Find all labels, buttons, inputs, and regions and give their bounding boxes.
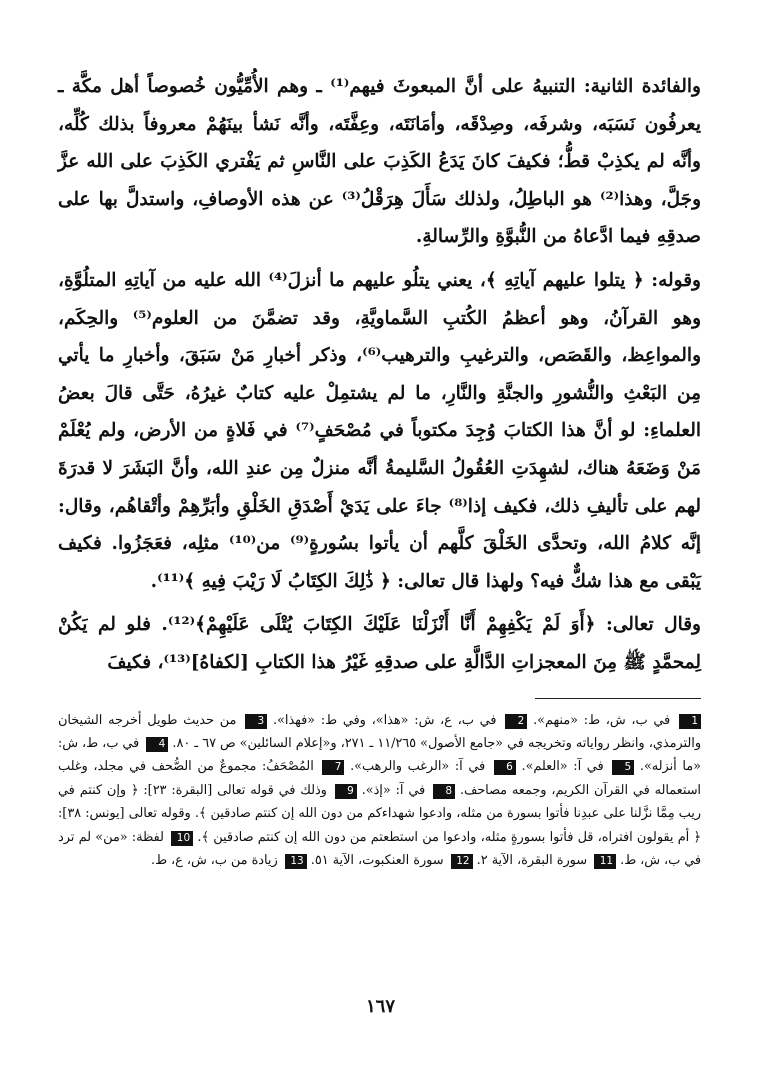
footnote-text: في آ: «إذ». — [361, 782, 426, 798]
footnote-number: 13 — [285, 854, 307, 869]
footnote-number: 3 — [245, 714, 267, 729]
footnote — [357, 783, 455, 798]
footnote-separator — [535, 698, 701, 699]
footnote-text: وذلك في قوله تعالى [البقرة: ٢٣]: ﴿ وإن كنتم في ريب مِمَّا نزَّلنا على عبدِنا فأتوا بسورة من مثله، وادعوا شهداءكم من دون الله إن كنتم صادقين ﴾. وقوله تعالى [يونس: ٣٨]: ﴿ أم يقولون افتراه، قل فأتوا بسورةٍ مثله، وادعوا من استطعتم من دون الله إن كنتم صادقين ﴾. — [58, 782, 701, 845]
footnote — [151, 853, 307, 868]
footnote-text: في آ: «العلم». — [521, 759, 604, 775]
footnote — [267, 713, 527, 728]
footnote-text: سورة البقرة، الآية ٢. — [476, 852, 588, 868]
footnote — [527, 713, 701, 728]
footnote-text: زيادة من ب، ش، ع، ط. — [151, 852, 278, 868]
page-number: ١٦٧ — [365, 996, 395, 1017]
footnote — [344, 759, 515, 774]
footnote — [473, 853, 617, 868]
footnote-number: 2 — [505, 714, 527, 729]
footnote-number: 10 — [171, 831, 193, 846]
footnote — [516, 759, 634, 774]
paragraph-1: والفائدة الثانية: التنبيهُ على أنَّ المبعوثَ فيهم⁽¹⁾ ـ وهم الأُمِّيُّون خُصوصاً أهل مكَّة ـ يعرفُون نَسَبَه، وشرفَه، وصِدْقَه، وأمَانَتَه، وعِفَّتَه، وأنَّه نَشأ بينَهُمْ معروفاً بذلك كُلِّه، وأنَّه لم يكذِبْ قطُّ؛ فكيفَ كانَ يَدَعُ الكَذِبَ على النَّاسِ ثم يَفْتري الكَذِبَ على الله عزَّ وجَلَّ، وهذا⁽²⁾ هو الباطِلُ، ولذلك سَأَلَ هِرَقْلُ⁽³⁾ عن هذه الأوصافِ، واستدلَّ بها على صدقِهِ فيما ادَّعاهُ من النُّبوَّةِ والرِّسالةِ. — [58, 76, 702, 248]
footnote-text: في ب، ط، ش: «ما أنزله». — [58, 735, 701, 775]
paragraph-3: وقال تعالى: ﴿أَوَ لَمْ يَكْفِهِمْ أَنَّا أَنْزَلْنَا عَلَيْكَ الكِتَابَ يُتْلَى عَلَيْهِمْ﴾⁽¹²⁾. فلو لم يَكُنْ لِمحمَّدٍ ﷺ مِنَ المعجزاتِ الدَّالَّةِ على صدقِهِ غَيْرُ هذا الكتابِ [لكفاهُ]⁽¹³⁾، فكيفَ — [58, 614, 701, 673]
footnote-text: من حديث طويل أخرجه الشيخان والترمذي، وانظر رواياته وتخريجه في «جامع الأصول» ١١/٢٦٥ ـ ٢٧١، و«إعلام السائلين» ص ٦٧ ـ ٨٠. — [58, 712, 701, 751]
footnote — [307, 853, 473, 868]
footnote-number: 12 — [451, 854, 473, 869]
footnote-text: سورة العنكبوت، الآية ٥١. — [310, 852, 444, 868]
footnote-number: 5 — [612, 760, 634, 775]
footnote-number: 9 — [335, 784, 357, 799]
footnote-number: 8 — [433, 784, 455, 799]
footnote-number: 7 — [322, 760, 344, 775]
footnote-text: لفظة: «من» لم ترد في ب، ش، ط. — [58, 829, 701, 868]
footnotes — [58, 709, 701, 873]
footnote-text: المُصْحَفُ: مجموعٌ من الصُّحف في مجلد، وغلب استعماله في القرآن الكريم، وجمعه مصاحف. — [58, 759, 701, 798]
main-text — [58, 68, 701, 682]
footnote-text: في آ: «الرغب والرهب». — [350, 759, 486, 775]
footnote-number: 4 — [146, 737, 168, 752]
paragraph-2: وقوله: ﴿ يتلوا عليهم آياتِهِ ﴾، يعني يتلُو عليهم ما أنزلَ⁽⁴⁾ الله عليه من آياتِهِ المتلُوَّةِ، وهو القرآنُ، وهو أعظمُ الكُتبِ السَّماويَّةِ، وقد تضمَّنَ من العلوم⁽⁵⁾ والحِكَم، والمواعِظ، والقَصَص، والترغيبِ والترهيب⁽⁶⁾، وذكر أخبارِ مَنْ سَبَقَ، وأخبارِ ما يأتي مِن البَعْثِ والنُّشورِ والجنَّةِ والنَّارِ، ما لم يشتمِلْ عليه كتابٌ غيرُهُ، حَتَّى قالَ بعضُ العلماءِ: لو أنَّ هذا الكتابَ وُجِدَ مكتوباً في مُصْحَفٍ⁽⁷⁾ في فَلاةٍ من الأرض، ولم يُعْلَمْ مَنْ وَضَعَهُ هناك، لشهِدَتِ العُقُولُ السَّليمةُ أنَّه منزلٌ مِن عندِ الله، وأنَّ البَشَرَ لا قدرَةَ لهم على تأليفِ ذلك، فكيف إذا⁽⁸⁾ جاءَ على يَدَيْ أَصْدَقِ الخَلْقِ وأبَرِّهِمْ وأتْقاهُم، وقال: إنَّه كلامُ الله، وتحدَّى الخَلْقَ كلَّهم أن يأتوا بسُورةٍ⁽⁹⁾ من⁽¹⁰⁾ مثلِه، فعَجَزُوا. فكيف يَبْقى مع هذا شكٌّ فيه؟ ولهذا قال تعالى: ﴿ ذَٰلِكَ الكِتَابُ لَا رَيْبَ فِيهِ ﴾⁽¹¹⁾. — [58, 269, 701, 592]
footnote-number: 1 — [679, 714, 701, 729]
footnote-text: في ب، ش، ط: «منهم». — [533, 712, 671, 728]
footnote-text: في ب، ع، ش: «هذا»، وفي ط: «فهذا». — [273, 712, 497, 728]
footnote-number: 6 — [494, 760, 516, 775]
footnote-number: 11 — [594, 854, 616, 869]
